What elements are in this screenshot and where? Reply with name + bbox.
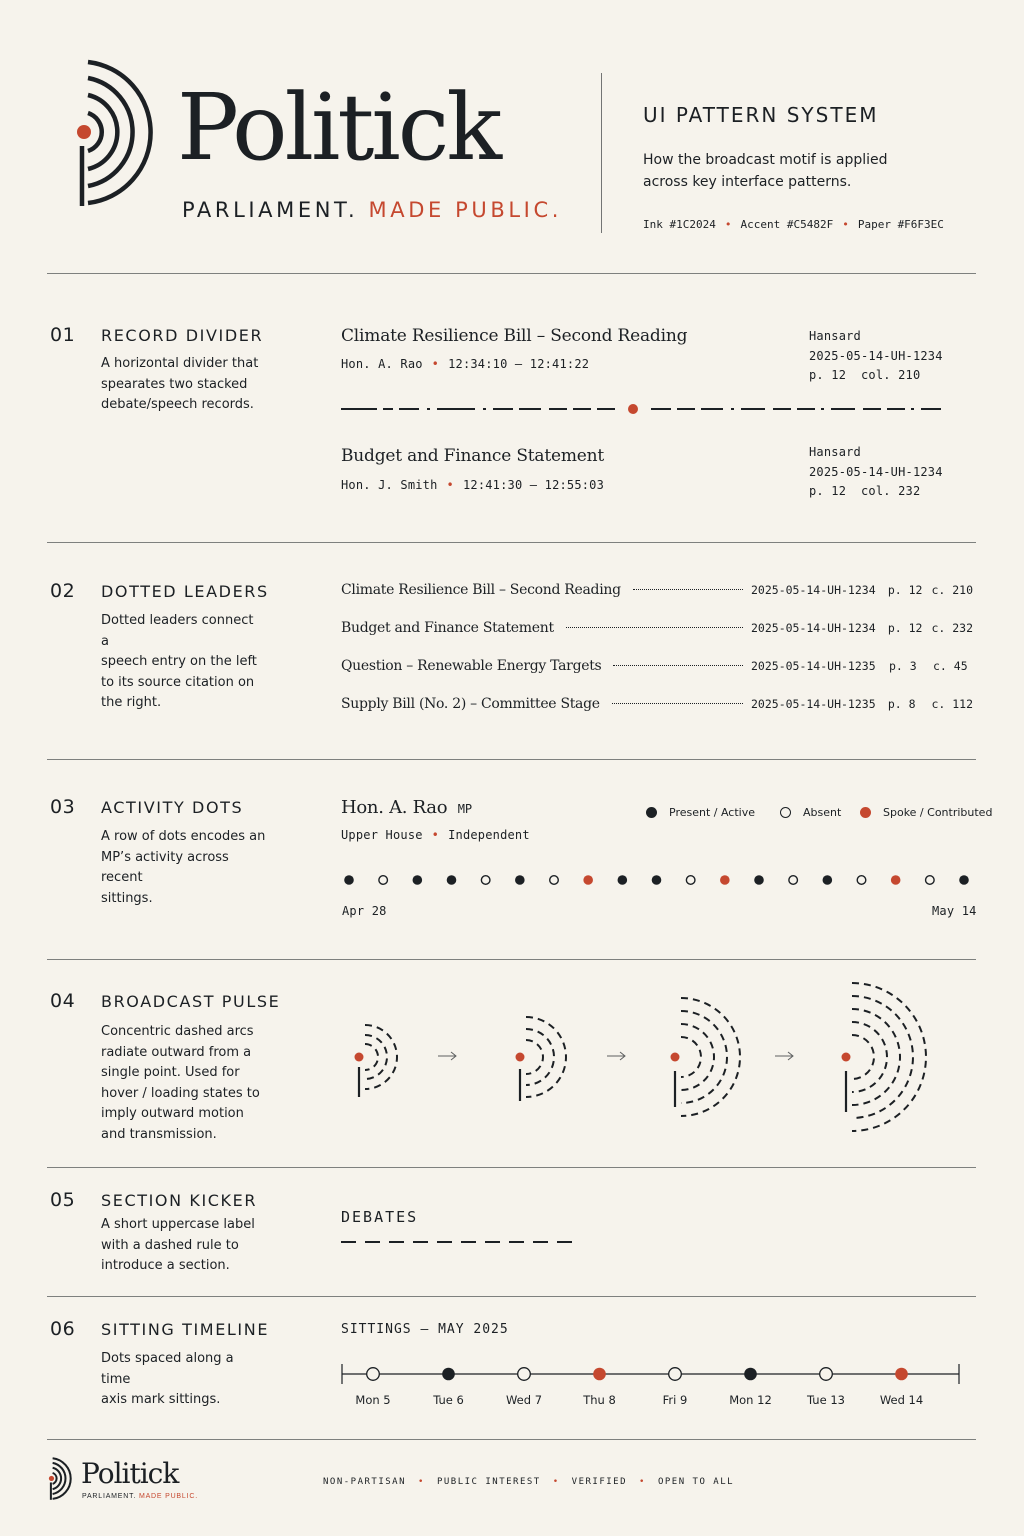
tagline-main: PARLIAMENT.: [182, 198, 359, 222]
activity-dot-absent[interactable]: [550, 876, 559, 885]
record-citation: [809, 443, 943, 502]
activity-start-label: Apr 28: [342, 904, 387, 918]
desc-line: introduce a section.: [101, 1258, 230, 1273]
citation-source: Hansard: [809, 329, 861, 343]
sitting-label: Tue 13: [807, 1393, 845, 1407]
section-title: RECORD DIVIDER: [101, 326, 264, 345]
leader-dots: [613, 665, 743, 666]
sitting-dot-present[interactable]: [442, 1368, 455, 1381]
activity-dot-present[interactable]: [754, 875, 764, 885]
legend-label: Spoke / Contributed: [883, 806, 993, 819]
legend-label: Present / Active: [669, 806, 755, 819]
section-rule: [47, 1167, 976, 1168]
footer-tagline-accent: MADE PUBLIC.: [138, 1493, 198, 1500]
footer-wordmark: Politick: [81, 1457, 179, 1490]
record-title[interactable]: Budget and Finance Statement: [341, 446, 604, 466]
section-title: SITTING TIMELINE: [101, 1320, 270, 1339]
header-description: [643, 149, 888, 193]
section-description: [101, 1022, 261, 1145]
mp-name[interactable]: [341, 797, 472, 818]
desc-line: the right.: [101, 695, 162, 710]
leader-ref: 2025-05-14-UH-1234: [751, 621, 876, 635]
desc-line: Dots spaced along a time: [101, 1351, 234, 1387]
leader-title: Budget and Finance Statement: [341, 620, 554, 636]
citation-page: p. 12 col. 232: [809, 484, 921, 498]
record-meta: Hon. J. Smith • 12:41:30 – 12:55:03: [341, 478, 605, 492]
activity-dot-absent[interactable]: [379, 876, 388, 885]
leader-ref: 2025-05-14-UH-1235: [751, 659, 876, 673]
section-rule: [47, 1296, 976, 1297]
leader-row[interactable]: [341, 620, 973, 644]
activity-dot-spoke[interactable]: [891, 875, 901, 885]
leader-col: c. 112: [931, 697, 973, 711]
activity-dots: [341, 868, 975, 892]
legend-present: [646, 806, 780, 819]
pulse-stage-4-icon: [852, 983, 926, 1131]
description-line: across key interface patterns.: [643, 174, 852, 190]
activity-dot-absent[interactable]: [789, 876, 798, 885]
sitting-dot-absent[interactable]: [669, 1368, 682, 1381]
footer-value: NON-PARTISAN: [323, 1477, 407, 1487]
leader-title: Climate Resilience Bill – Second Reading: [341, 582, 621, 598]
leader-col: c. 45: [933, 659, 968, 673]
swatch-accent: Accent #C5482F: [740, 218, 834, 231]
swatch-ink: Ink #1C2024: [643, 218, 716, 231]
spoke-dot-icon: [860, 807, 871, 818]
swatch-paper: Paper #F6F3EC: [857, 218, 944, 231]
section-number: 06: [50, 1318, 76, 1340]
present-dot-icon: [646, 807, 657, 818]
footer-values: NON-PARTISAN • PUBLIC INTEREST • VERIFIED • OPEN TO ALL: [323, 1477, 735, 1487]
desc-line: single point. Used for: [101, 1065, 240, 1080]
kicker-dashed-rule: [341, 1238, 581, 1246]
color-swatches: Ink #1C2024 • Accent #C5482F • Paper #F6F3EC: [643, 218, 944, 231]
activity-dot-absent[interactable]: [481, 876, 490, 885]
desc-line: A horizontal divider that: [101, 356, 259, 371]
section-number: 03: [50, 796, 76, 818]
section-description: [101, 1215, 261, 1277]
mp-house: Upper House: [341, 828, 423, 842]
sitting-dot-absent[interactable]: [820, 1368, 833, 1381]
activity-dot-present[interactable]: [618, 875, 628, 885]
section-number: 05: [50, 1189, 76, 1211]
sitting-dot-spoke[interactable]: [593, 1368, 606, 1381]
record-time: 12:41:30 – 12:55:03: [462, 478, 605, 492]
record-speaker: Hon. J. Smith: [341, 478, 438, 492]
record-time: 12:34:10 – 12:41:22: [448, 357, 590, 371]
footer-value: OPEN TO ALL: [657, 1477, 735, 1487]
activity-dot-present[interactable]: [413, 875, 423, 885]
section-description: [101, 827, 271, 909]
leader-page: p. 8: [887, 697, 916, 711]
desc-line: Concentric dashed arcs: [101, 1024, 254, 1039]
broadcast-pulse: [330, 975, 960, 1145]
activity-dot-present[interactable]: [959, 875, 969, 885]
sitting-dot-present[interactable]: [744, 1368, 757, 1381]
sitting-dot-spoke[interactable]: [895, 1368, 908, 1381]
activity-dot-present[interactable]: [515, 875, 525, 885]
desc-line: spearates two stacked: [101, 376, 248, 392]
leader-row[interactable]: [341, 696, 973, 720]
mp-suffix: MP: [457, 802, 473, 816]
sitting-label: Mon 12: [729, 1393, 772, 1407]
section-title: DOTTED LEADERS: [101, 582, 269, 601]
citation-ref: 2025-05-14-UH-1234: [809, 464, 943, 479]
footer-tagline-main: PARLIAMENT.: [82, 1493, 137, 1500]
section-title: SECTION KICKER: [101, 1191, 258, 1210]
pulse-stage-3-icon: [681, 998, 740, 1116]
activity-dot-present[interactable]: [652, 875, 662, 885]
sitting-label: Wed 14: [879, 1393, 924, 1407]
mp-party: Independent: [448, 828, 530, 842]
footer-logo-icon: [48, 1456, 74, 1502]
header-divider: [601, 73, 602, 233]
record-title[interactable]: Climate Resilience Bill – Second Reading: [341, 326, 688, 346]
leader-title: Question – Renewable Energy Targets: [341, 658, 602, 674]
absent-dot-icon: [780, 807, 791, 818]
timeline-title: SITTINGS – MAY 2025: [341, 1322, 509, 1337]
activity-dot-absent[interactable]: [857, 876, 866, 885]
section-rule: [47, 273, 976, 274]
desc-line: A short uppercase label: [101, 1217, 255, 1232]
record-divider: [341, 400, 941, 418]
section-description: [101, 1349, 261, 1411]
brand-tagline: [182, 198, 562, 222]
desc-line: Dotted leaders connect a: [101, 613, 254, 649]
section-title: ACTIVITY DOTS: [101, 798, 244, 817]
section-number: 04: [50, 990, 76, 1012]
sitting-label: Fri 9: [662, 1393, 688, 1407]
desc-line: radiate outward from a: [101, 1044, 252, 1060]
section-description: [101, 611, 261, 714]
section-rule: [47, 959, 976, 960]
activity-dot-present[interactable]: [447, 875, 457, 885]
activity-dot-spoke[interactable]: [583, 875, 593, 885]
leader-row[interactable]: [341, 582, 973, 606]
activity-dot-present[interactable]: [344, 875, 354, 885]
section-number: 01: [50, 324, 76, 346]
desc-line: hover / loading states to: [101, 1085, 260, 1101]
citation-ref: 2025-05-14-UH-1234: [809, 348, 943, 363]
mp-affiliation: Upper House • Independent: [341, 828, 530, 842]
leader-citation: [751, 583, 973, 597]
footer-value: PUBLIC INTEREST: [436, 1477, 541, 1487]
activity-end-label: May 14: [932, 904, 977, 918]
sitting-dot-absent[interactable]: [518, 1368, 531, 1381]
desc-line: A row of dots encodes an: [101, 829, 266, 844]
legend-label: Absent: [803, 806, 842, 819]
leader-ref: 2025-05-14-UH-1234: [751, 583, 876, 597]
desc-line: axis mark sittings.: [101, 1392, 221, 1407]
activity-dot-absent[interactable]: [926, 876, 935, 885]
record-meta: Hon. A. Rao • 12:34:10 – 12:41:22: [341, 357, 590, 371]
legend-absent: [780, 806, 860, 819]
leader-dots: [612, 703, 743, 704]
section-title: BROADCAST PULSE: [101, 992, 281, 1011]
citation-page: p. 12 col. 210: [809, 368, 921, 382]
sitting-label: Tue 6: [433, 1393, 464, 1407]
page-title: UI PATTERN SYSTEM: [643, 103, 879, 127]
leader-col: c. 210: [931, 583, 973, 597]
leader-citation: [751, 697, 973, 711]
leader-ref: 2025-05-14-UH-1235: [751, 697, 876, 711]
leader-title: Supply Bill (No. 2) – Committee Stage: [341, 696, 600, 712]
description-line: How the broadcast motif is applied: [643, 152, 888, 168]
broadcast-logo-icon: [72, 58, 162, 210]
activity-dot-spoke[interactable]: [720, 875, 730, 885]
leader-page: p. 12: [887, 583, 923, 597]
legend-spoke: [860, 806, 992, 819]
desc-line: and transmission.: [101, 1126, 217, 1142]
desc-line: sittings.: [101, 890, 153, 906]
section-kicker: DEBATES: [341, 1208, 419, 1226]
leader-dots: [633, 589, 743, 590]
desc-line: imply outward motion: [101, 1106, 244, 1121]
section-rule: [47, 1439, 976, 1440]
desc-line: debate/speech records.: [101, 397, 254, 412]
footer-tagline: [82, 1493, 198, 1500]
leader-dots: [566, 627, 743, 628]
section-number: 02: [50, 580, 76, 602]
leader-citation: [751, 621, 973, 635]
activity-dot-present[interactable]: [823, 875, 833, 885]
sitting-label: Mon 5: [355, 1393, 391, 1407]
pulse-stage-1-icon: [365, 1025, 397, 1089]
activity-dot-absent[interactable]: [686, 876, 695, 885]
citation-source: Hansard: [809, 445, 861, 459]
section-rule: [47, 759, 976, 760]
leader-page: p. 3: [889, 659, 917, 673]
footer-value: VERIFIED: [571, 1477, 628, 1487]
sitting-timeline: [336, 1360, 966, 1410]
desc-line: with a dashed rule to: [101, 1237, 239, 1253]
sitting-label: Wed 7: [505, 1393, 543, 1407]
sitting-dot-absent[interactable]: [367, 1368, 380, 1381]
record-citation: [809, 327, 943, 386]
leader-citation: [751, 659, 973, 673]
leader-page: p. 12: [887, 621, 923, 635]
section-rule: [47, 542, 976, 543]
tagline-accent: MADE PUBLIC.: [368, 198, 563, 222]
section-description: [101, 354, 261, 416]
desc-line: speech entry on the left: [101, 654, 257, 669]
record-speaker: Hon. A. Rao: [341, 357, 423, 371]
activity-legend: [646, 806, 992, 819]
desc-line: to its source citation on: [101, 674, 255, 690]
leader-col: c. 232: [931, 621, 973, 635]
sitting-label: Thu 8: [583, 1393, 616, 1407]
brand-wordmark: Politick: [177, 74, 500, 181]
leader-row[interactable]: [341, 658, 973, 682]
desc-line: MP’s activity across recent: [101, 849, 229, 885]
mp-name-text: Hon. A. Rao: [341, 797, 448, 818]
pulse-stage-2-icon: [526, 1017, 566, 1097]
